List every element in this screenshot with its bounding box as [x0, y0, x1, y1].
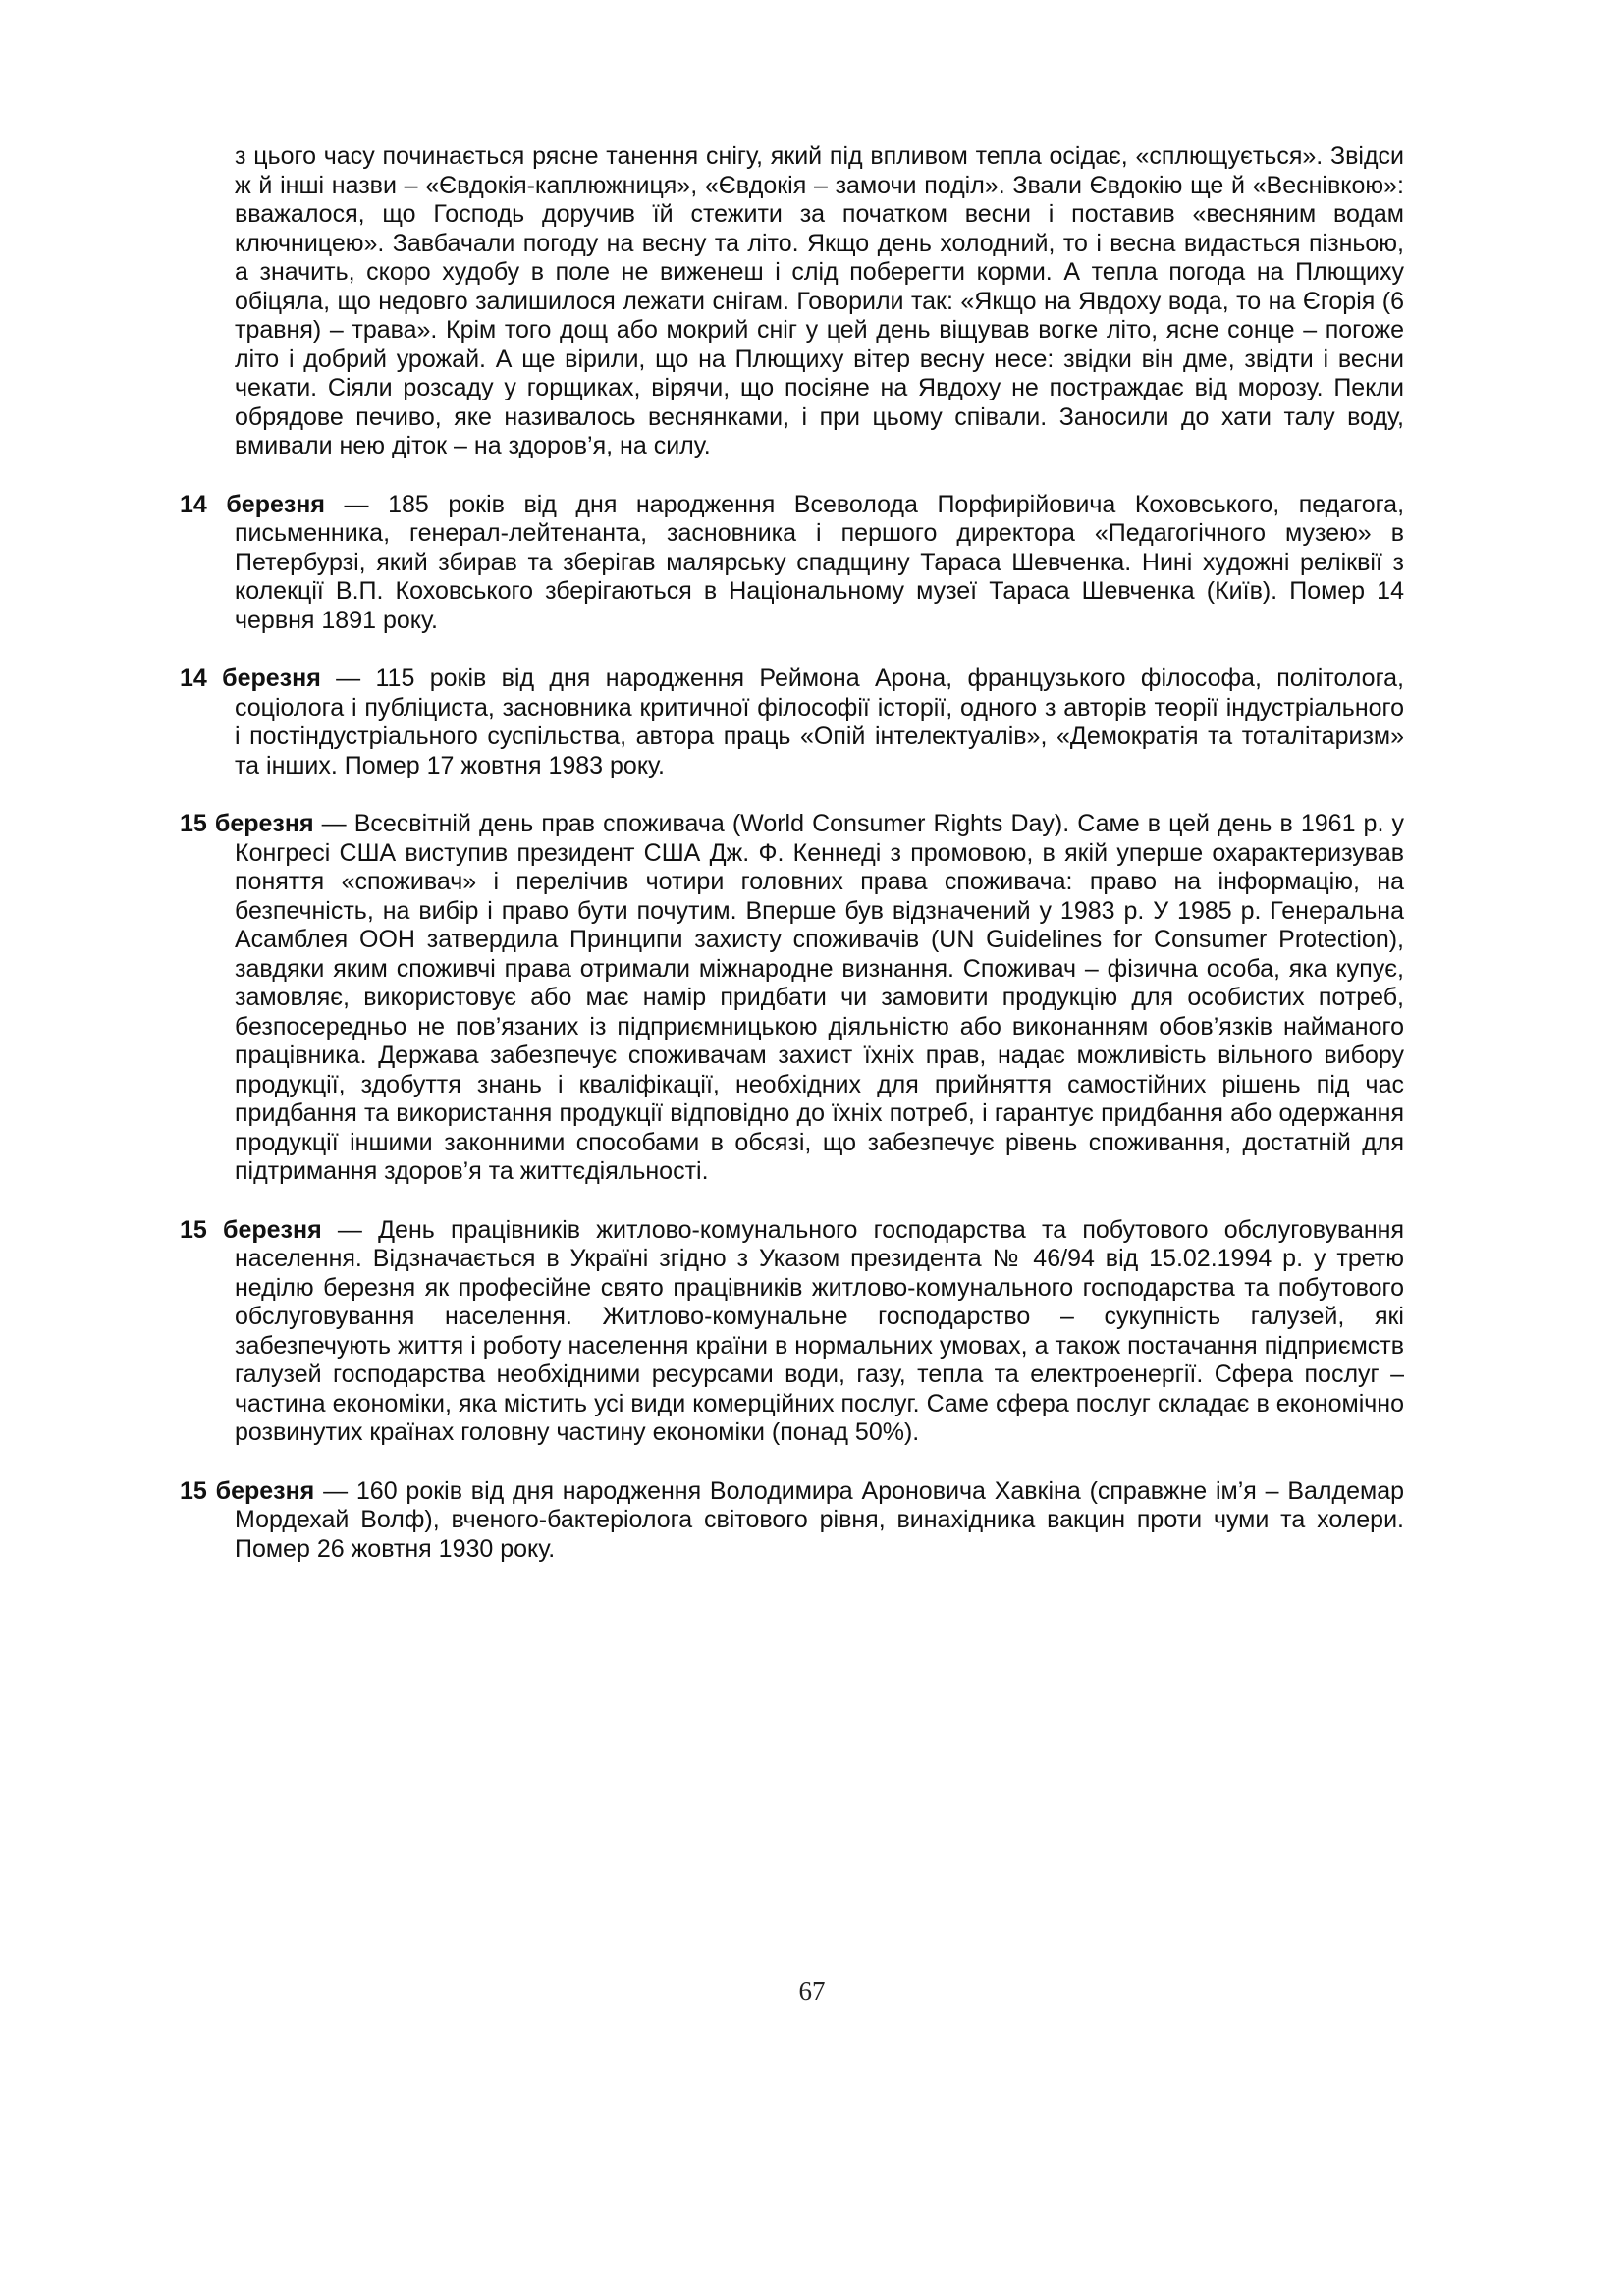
entry-date: 15 березня	[180, 1215, 322, 1244]
paragraph-continuation	[180, 142, 1404, 461]
entry-date: 15 березня	[180, 810, 314, 837]
calendar-entry	[180, 810, 1404, 1187]
entry-text: — 160 років від дня народження Володимира Ароновича Хавкіна (справжне ім’я – Валдемар Мордехай Волф), вченого-бактеріолога світового рівня, винахідника вакцин проти чуми та холери. Помер 26 жовтня 1930 року.	[235, 1476, 1405, 1563]
calendar-entry	[180, 1477, 1404, 1565]
entry-text: — 185 років від дня народження Всеволода Порфирійовича Коховського, педагога, письменника, генерал-лейтенанта, засновника і першого директора «Педагогічного музею» в Петербурзі, який збирав та зберігав малярську спадщину Тараса Шевченка. Нині художні реліквії з колекції В.П. Коховського зберігаються в Національному музеї Тараса Шевченка (Київ). Помер 14 червня 1891 року.	[235, 490, 1405, 634]
paragraph-text: з цього часу починається рясне танення снігу, який під впливом тепла осідає, «сплющується». Звідси ж й інші назви – «Євдокія-каплюжниця», «Євдокія – замочи поділ». Звали Євдокію ще й «Веснівкою»: вважалося, що Господь доручив їй стежити за початком весни і поставив «весняним водам ключницею». Завбачали погоду на весну та літо. Якщо день холодний, то і весна видасться пізньою, а значить, скоро худобу в поле не виженеш і слід поберегти корми. А тепла погода на Плющиху обіцяла, що недовго залишилося лежати снігам. Говорили так: «Якщо на Явдоху вода, то на Єгорія (6 травня) – трава». Крім того дощ або мокрий сніг у цей день віщував вогке літо, ясне сонце – погоже літо і добрий урожай. А ще вірили, що на Плющиху вітер весну несе: звідки він дме, звідти і весни чекати. Сіяли розсаду у горщиках, вірячи, що посіяне на Явдоху не постраждає від морозу. Пекли обрядове печиво, яке називалось веснянками, і при цьому співали. Заносили до хати талу воду, вмивали нею діток – на здоров’я, на силу.	[235, 142, 1404, 459]
entry-date: 14 березня	[180, 665, 321, 692]
page-body	[180, 142, 1404, 1593]
page-number: 67	[798, 1976, 826, 2005]
calendar-entry	[180, 1216, 1404, 1448]
entry-text: — 115 років від дня народження Реймона Арона, французького філософа, політолога, соціолога і публіциста, засновника критичної філософії історії, одного з авторів теорії індустріального і постіндустріального суспільства, автора праць «Опій інтелектуалів», «Демократія та тоталітаризм» та інших. Помер 17 жовтня 1983 року.	[235, 665, 1404, 779]
calendar-entry	[180, 665, 1404, 780]
entry-text: — День працівників житлово-комунального господарства та побутового обслуговування населення. Відзначається в Україні згідно з Указом президента № 46/94 від 15.02.1994 р. у третю неділю березня як професійне свято працівників житлово-комунального господарства та побутового обслуговування населення. Житлово-комунальне господарство – сукупність галузей, які забезпечують життя і роботу населення країни в нормальних умовах, а також постачання підприємств галузей господарства необхідними ресурсами води, газу, тепла та електроенергії. Сфера послуг – частина економіки, яка містить усі види комерційних послуг. Саме сфера послуг складає в економічно розвинутих країнах головну частину економіки (понад 50%).	[235, 1215, 1404, 1446]
entry-text: — Всесвітній день прав споживача (World Consumer Rights Day). Саме в цей день в 1961 р. у Конгресі США виступив президент США Дж. Ф. Кеннеді з промовою, в якій уперше охарактеризував поняття «споживач» і перелічив чотири головних права споживача: право на інформацію, на безпечність, на вибір і право бути почутим. Вперше був відзначений у 1983 р. У 1985 р. Генеральна Асамблея ООН затвердила Принципи захисту споживачів (UN Guidelines for Consumer Protection), завдяки яким споживчі права отримали міжнародне визнання. Споживач – фізична особа, яка купує, замовляє, використовує або має намір придбати чи замовити продукцію для особистих потреб, безпосередньо не пов’язаних із підприємницькою діяльністю або виконанням обов’язків найманого працівника. Держава забезпечує споживачам захист їхніх прав, надає можливість вільного вибору продукції, здобуття знань і кваліфікації, необхідних для прийняття самостійних рішень під час придбання та використання продукції відповідно до їхніх потреб, і гарантує придбання або одержання продукції іншими законними способами в обсязі, що забезпечує рівень споживання, достатній для підтримання здоров’я та життєдіяльності.	[235, 810, 1404, 1185]
entry-date: 15 березня	[180, 1476, 315, 1505]
calendar-entry	[180, 491, 1404, 636]
entry-date: 14 березня	[180, 490, 325, 518]
